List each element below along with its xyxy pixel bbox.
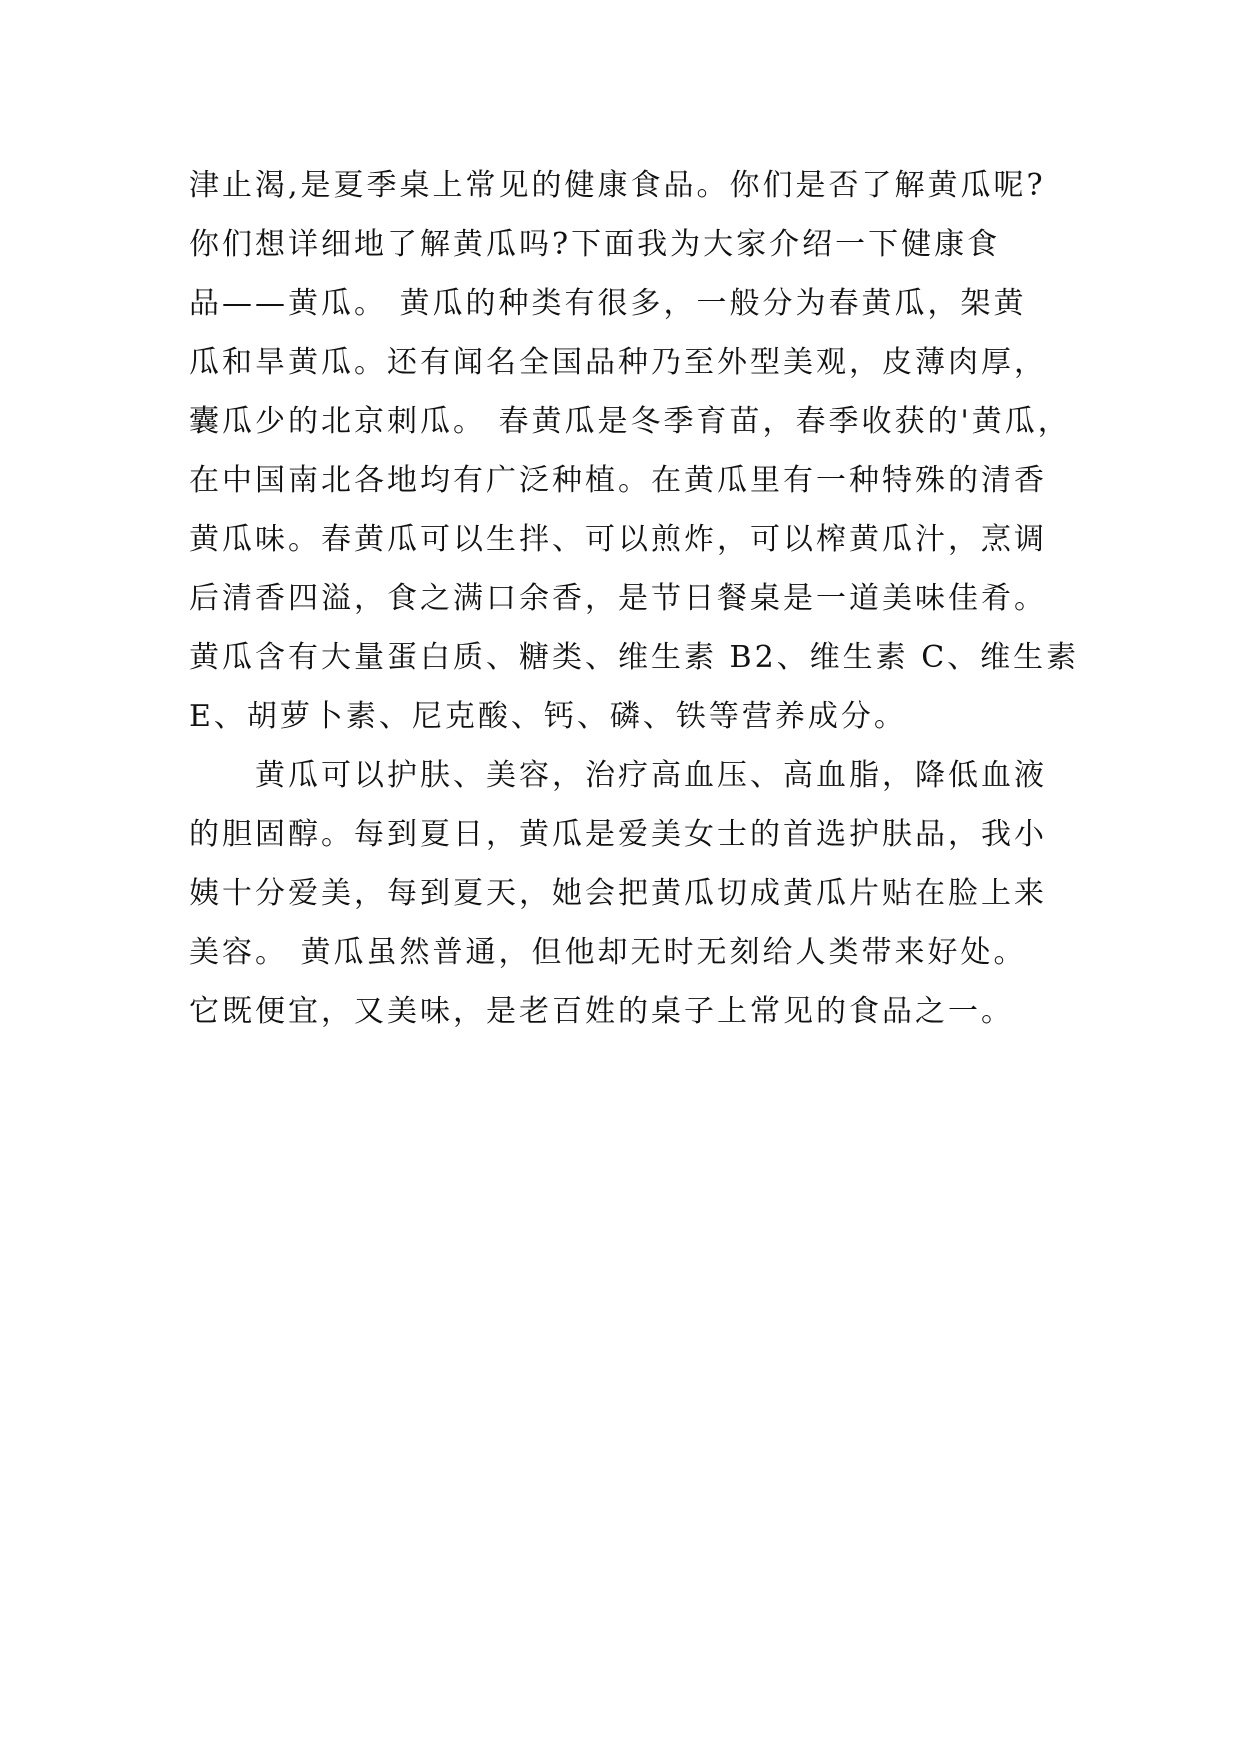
text-line: 美容。 黄瓜虽然普通，但他却无时无刻给人类带来好处。 (189, 935, 1027, 970)
text-line: 黄瓜含有大量蛋白质、糖类、维生素 B2、维生素 C、维生素 (189, 640, 1080, 675)
text-line: 津止渴,是夏季桌上常见的健康食品。你们是否了解黄瓜呢? (189, 168, 1046, 203)
paragraph-start-line: 黄瓜可以护肤、美容，治疗高血压、高血脂，降低血液 (255, 758, 1047, 793)
text-line: 后清香四溢，食之满口余香，是节日餐桌是一道美味佳肴。 (189, 581, 1047, 616)
text-line: 瓜和旱黄瓜。还有闻名全国品种乃至外型美观，皮薄肉厚， (189, 345, 1047, 380)
text-line: 你们想详细地了解黄瓜吗?下面我为大家介绍一下健康食 (189, 227, 1001, 262)
text-line: 品——黄瓜。 黄瓜的种类有很多，一般分为春黄瓜，架黄 (189, 286, 1027, 321)
text-line: 囊瓜少的北京刺瓜。 春黄瓜是冬季育苗，春季收获的'黄瓜， (189, 404, 1071, 439)
body-text (189, 156, 1080, 1041)
text-line: E、胡萝卜素、尼克酸、钙、磷、铁等营养成分。 (189, 699, 907, 734)
text-line: 黄瓜味。春黄瓜可以生拌、可以煎炸，可以榨黄瓜汁，烹调 (189, 522, 1047, 557)
text-line: 姨十分爱美，每到夏天，她会把黄瓜切成黄瓜片贴在脸上来 (189, 876, 1047, 911)
text-line: 的胆固醇。每到夏日，黄瓜是爱美女士的首选护肤品，我小 (189, 817, 1047, 852)
text-line: 它既便宜，又美味，是老百姓的桌子上常见的食品之一。 (189, 994, 1014, 1029)
text-line: 在中国南北各地均有广泛种植。在黄瓜里有一种特殊的清香 (189, 463, 1047, 498)
